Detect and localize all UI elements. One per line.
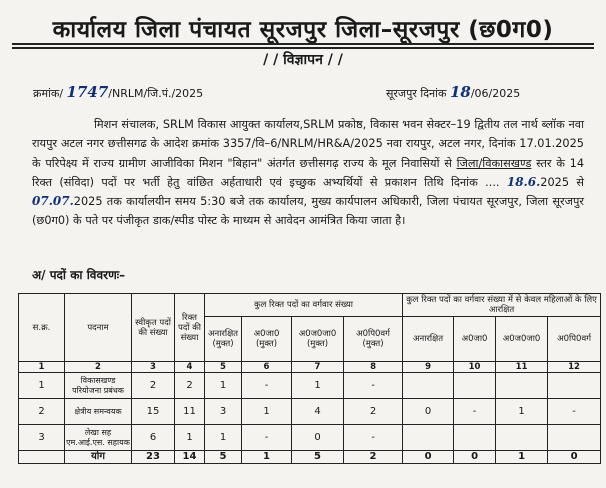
total-vacant: 14 — [175, 451, 205, 464]
total-row — [19, 451, 601, 464]
cell-post: क्षेत्रीय समन्वयक — [65, 399, 132, 425]
posts-table-wrapper — [18, 293, 600, 464]
office-title: कार्यालय जिला पंचायत सूरजपुर जिला–सूरजपुर (छ0ग0) — [52, 17, 554, 43]
body-text-3: 2025 से — [540, 175, 585, 189]
cell-c5: 1 — [205, 373, 242, 399]
col-number: 6 — [242, 362, 292, 373]
cell-c9 — [403, 373, 454, 399]
col-number: 8 — [344, 362, 403, 373]
col-head-post: पदनाम — [65, 294, 132, 362]
cell-c10: - — [454, 399, 496, 425]
total-spacer — [19, 451, 65, 464]
cell-c7: 1 — [292, 373, 344, 399]
cell-c10 — [454, 425, 496, 451]
cell-c12 — [548, 425, 601, 451]
body-underlined-level: जिला/विकासखण्ड — [456, 156, 532, 170]
total-c9: 0 — [403, 451, 454, 464]
separator: / — [59, 87, 64, 100]
cell-vacant: 1 — [175, 425, 205, 451]
cell-c8: - — [344, 373, 403, 399]
cell-c8: - — [344, 425, 403, 451]
cell-c12 — [548, 373, 601, 399]
body-paragraph — [32, 115, 584, 231]
cell-c11 — [496, 425, 548, 451]
col-number: 5 — [205, 362, 242, 373]
advertisement-heading: / / विज्ञापन / / — [263, 52, 343, 68]
cell-c11: 1 — [496, 399, 548, 425]
col-head-obc-women: अ0पि0वर्ग — [548, 317, 601, 362]
column-number-row — [19, 362, 601, 373]
cell-c8: 2 — [344, 399, 403, 425]
month-year: /06/2025 — [470, 87, 521, 100]
total-c11: 1 — [496, 451, 548, 464]
col-head-unreserved-women: अनारक्षित — [403, 317, 454, 362]
cell-vacant: 11 — [175, 399, 205, 425]
kramank-label: क्रमांक — [33, 87, 60, 100]
col-head-sanctioned: स्वीकृत पदों की संख्या — [132, 294, 175, 362]
col-number: 11 — [496, 362, 548, 373]
col-head-sc-open: अ0जा0 (मुक्त) — [242, 317, 292, 362]
posts-table — [18, 293, 601, 464]
total-c5: 5 — [205, 451, 242, 464]
handwritten-number: 1747 — [66, 83, 109, 101]
body-text-4: 2025 तक कार्यालयीन समय 5:30 बजे तक कार्यालय, मुख्य कार्यपालन अधिकारी, जिला पंचायत सूरजपुर, जिला सूरजपुर (छ0ग0) के पते पर पंजीकृत डाक/स्पीड पोस्ट के माध्यम से आवेदन आमंत्रित किया जाता है। — [32, 195, 584, 228]
col-head-st-women: अ0ज0जा0 — [496, 317, 548, 362]
cell-sno: 1 — [19, 373, 65, 399]
col-head-vacant: रिक्त पदों की संख्या — [175, 294, 205, 362]
cell-c9: 0 — [403, 399, 454, 425]
col-number: 2 — [65, 362, 132, 373]
total-c12: 0 — [548, 451, 601, 464]
total-c8: 2 — [344, 451, 403, 464]
col-head-obc-open: अ0पि0वर्ग (मुक्त) — [344, 317, 403, 362]
col-number: 12 — [548, 362, 601, 373]
cell-c11 — [496, 373, 548, 399]
table-row — [19, 399, 601, 425]
cell-sanctioned: 2 — [132, 373, 175, 399]
cell-c6: 1 — [242, 399, 292, 425]
cell-c9 — [403, 425, 454, 451]
place-date — [386, 83, 520, 101]
reference-suffix: /NRLM/जि.पं./2025 — [108, 87, 204, 100]
cell-sanctioned: 6 — [132, 425, 175, 451]
col-head-sno: स.क्र. — [19, 294, 65, 362]
body-text-2: स्तर के 14 रिक्त (संविदा) पदों पर भर्ती हेतु वांछित अर्हताधारी एवं इच्छुक अभ्यर्थियों से प्रकाशन तिथि दिनांक .... — [32, 156, 585, 189]
header-row-group — [19, 294, 601, 317]
total-label: योग — [65, 451, 132, 464]
place-date-label: सूरजपुर दिनांक — [386, 87, 447, 100]
body-text-1: मिशन संचालक, SRLM विकास आयुक्त कार्यालय,SRLM प्रकोष्ठ, विकास भवन सेक्टर–19 द्वितीय तल नार्थ ब्लॉक नवा रायपुर अटल नगर छत्तीसगढ के आदेश क्रमांक 3357/वि–6/NRLM/HR&A/2025 नवा रायपुर, अटल नगर, दिनांक 17.01.2025 के परिपेक्ष्य में राज्य ग्रामीण आजीविका मिशन "बिहान" अंतर्गत छत्तीसगढ़ राज्य के मूल निवासियों से — [32, 118, 584, 170]
cell-post: लेखा सह एम.आई.एस. सहायक — [65, 425, 132, 451]
cell-c5: 1 — [205, 425, 242, 451]
cell-post: विकासखण्ड परियोजना प्रबंधक — [65, 373, 132, 399]
cell-c6: - — [242, 425, 292, 451]
cell-c10 — [454, 373, 496, 399]
col-number: 3 — [132, 362, 175, 373]
col-group-total-vacant: कुल रिक्त पदों का वर्गवार संख्या — [205, 294, 403, 317]
total-c10: 0 — [454, 451, 496, 464]
cell-vacant: 2 — [175, 373, 205, 399]
cell-sno: 2 — [19, 399, 65, 425]
cell-c7: 0 — [292, 425, 344, 451]
cell-c7: 4 — [292, 399, 344, 425]
table-row — [19, 373, 601, 399]
handwritten-day: 18 — [449, 83, 471, 101]
cell-c5: 3 — [205, 399, 242, 425]
section-title: अ/ पदों का विवरणः– — [32, 268, 126, 282]
title-underline-1 — [12, 43, 594, 45]
col-head-unreserved-open: अनारक्षित (मुक्त) — [205, 317, 242, 362]
total-sanctioned: 23 — [132, 451, 175, 464]
handwritten-end-date: 07.07. — [32, 194, 74, 209]
col-head-sc-women: अ0जा0 — [454, 317, 496, 362]
col-number: 4 — [175, 362, 205, 373]
cell-sanctioned: 15 — [132, 399, 175, 425]
col-group-women-reserved: कुल रिक्त पदों का वर्गवार संख्या में से केवल महिलाओं के लिए आरक्षित — [403, 294, 601, 317]
reference-number — [33, 83, 203, 101]
col-head-st-open: अ0ज0जा0 (मुक्त) — [292, 317, 344, 362]
col-number: 9 — [403, 362, 454, 373]
col-number: 10 — [454, 362, 496, 373]
cell-c6: - — [242, 373, 292, 399]
handwritten-start-date: 18.6. — [506, 174, 541, 189]
total-c6: 1 — [242, 451, 292, 464]
table-row — [19, 425, 601, 451]
title-underline-2 — [12, 47, 594, 49]
cell-c12: - — [548, 399, 601, 425]
col-number: 7 — [292, 362, 344, 373]
col-number: 1 — [19, 362, 65, 373]
cell-sno: 3 — [19, 425, 65, 451]
total-c7: 5 — [292, 451, 344, 464]
